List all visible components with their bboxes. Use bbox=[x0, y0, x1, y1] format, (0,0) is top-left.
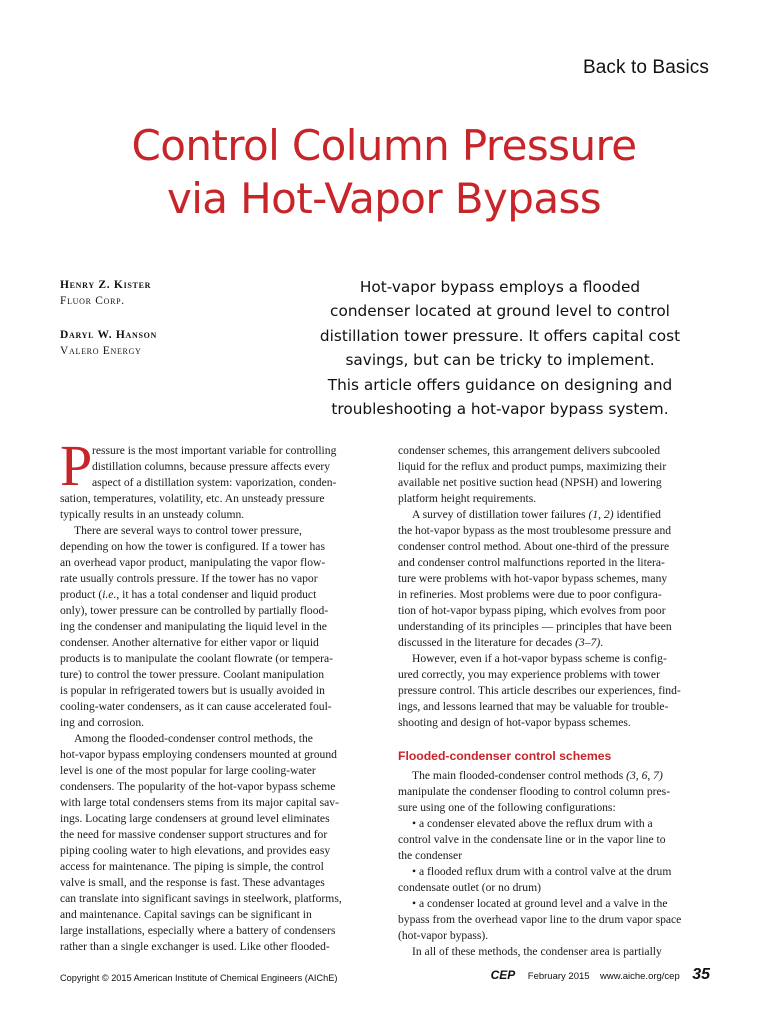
author-affiliation: Fluor Corp. bbox=[60, 295, 125, 307]
text-line: condensers. The popularity of the hot-vapor bypass scheme bbox=[60, 780, 336, 793]
text-line: available net positive suction head (NPSH) and lowering bbox=[398, 476, 662, 489]
text-line: ured correctly, you may experience problems with tower bbox=[398, 668, 660, 681]
text-line: piping cooling water to high elevations, and provides easy bbox=[60, 844, 331, 857]
text-line: products is to manipulate the coolant flowrate (or tempera- bbox=[60, 652, 334, 665]
text-line: rate usually controls pressure. If the tower has no vapor bbox=[60, 572, 318, 585]
text-line: valve is small, and the response is fast. These advantages bbox=[60, 876, 325, 889]
text-line: • a condenser located at ground level and a valve in the bbox=[412, 897, 668, 910]
text-line: rather than a single exchanger is used. Like other flooded- bbox=[60, 940, 330, 953]
deck-line: condenser located at ground level to control bbox=[330, 302, 670, 321]
title-line: via Hot-Vapor Bypass bbox=[166, 174, 602, 223]
text-line: shooting and design of hot-vapor bypass schemes. bbox=[398, 716, 631, 729]
text-line: and maintenance. Capital savings can be significant in bbox=[60, 908, 312, 921]
text-line: manipulate the condenser flooding to control column pres- bbox=[398, 785, 671, 798]
author-block bbox=[60, 277, 260, 377]
journal-website: www.aiche.org/cep bbox=[600, 971, 680, 982]
text-line: • a condenser elevated above the reflux drum with a bbox=[412, 817, 653, 830]
text-line: condenser. Another alternative for either vapor or liquid bbox=[60, 636, 319, 649]
text-line: bypass from the overhead vapor line to the drum vapor space bbox=[398, 913, 682, 926]
copyright-notice: Copyright © 2015 American Institute of Chemical Engineers (AIChE) bbox=[60, 973, 338, 983]
text-line: cooling-water condensers, as it can cause accelerated foul- bbox=[60, 700, 332, 713]
title-line: Control Column Pressure bbox=[131, 121, 637, 170]
text-line: sation, temperatures, volatility, etc. An unsteady pressure bbox=[60, 492, 325, 505]
text-line: level is one of the most popular for large cooling-water bbox=[60, 764, 316, 777]
page-number: 35 bbox=[692, 966, 710, 983]
body-column-right bbox=[398, 443, 708, 960]
text-line: sure using one of the following configurations: bbox=[398, 801, 616, 814]
text-line: depending on how the tower is configured. If a tower has bbox=[60, 540, 325, 553]
text-line: control valve in the condensate line or in the vapor line to bbox=[398, 833, 666, 846]
article-deck bbox=[283, 275, 717, 421]
text-line: condenser schemes, this arrangement delivers subcooled bbox=[398, 444, 661, 457]
section-heading: Flooded-condenser control schemes bbox=[398, 749, 612, 763]
text-line: platform height requirements. bbox=[398, 492, 537, 505]
text-line: ing and corrosion. bbox=[60, 716, 145, 729]
author-affiliation: Valero Energy bbox=[60, 345, 142, 357]
text-line: an overhead vapor product, manipulating the vapor flow- bbox=[60, 556, 326, 569]
text-line: Among the flooded-condenser control methods, the bbox=[74, 732, 313, 745]
text-line: can translate into significant savings in steelwork, platforms, bbox=[60, 892, 342, 905]
text-line: ings. Locating large condensers at ground level eliminates bbox=[60, 812, 330, 825]
section-label: Back to Basics bbox=[582, 57, 709, 78]
deck-line: Hot-vapor bypass employs a flooded bbox=[359, 278, 641, 296]
text-line: liquid for the reflux and product pumps, maximizing their bbox=[398, 460, 667, 473]
text-line: product (i.e., it has a total condenser and liquid product bbox=[60, 588, 317, 601]
author-name: Henry Z. Kister bbox=[60, 279, 152, 291]
text-line: aspect of a distillation system: vaporization, conden- bbox=[92, 476, 337, 489]
text-line: In all of these methods, the condenser area is partially bbox=[412, 945, 662, 958]
deck-line: distillation tower pressure. It offers capital cost bbox=[319, 326, 681, 345]
deck-line: savings, but can be tricky to implement. bbox=[345, 351, 655, 370]
text-line: • a flooded reflux drum with a control valve at the drum bbox=[412, 865, 672, 878]
text-line: with large total condensers stems from its major capital sav- bbox=[60, 796, 339, 809]
text-line: distillation columns, because pressure affects every bbox=[92, 460, 331, 473]
text-line: (hot-vapor bypass). bbox=[398, 929, 489, 942]
text-line: condenser control method. About one-third of the pressure bbox=[398, 540, 670, 553]
deck-line: This article offers guidance on designing and bbox=[327, 375, 673, 394]
author-name: Daryl W. Hanson bbox=[60, 329, 158, 341]
drop-cap: P bbox=[60, 433, 93, 498]
text-line: ings, and lessons learned that may be valuable for trouble- bbox=[398, 700, 669, 713]
text-line: access for maintenance. The piping is simple, the control bbox=[60, 860, 324, 873]
text-line: typically results in an unsteady column. bbox=[60, 508, 245, 521]
text-line: in refineries. Most problems were due to poor configura- bbox=[398, 588, 662, 601]
text-line: the need for massive condenser support structures and for bbox=[60, 828, 328, 841]
text-line: is popular in refrigerated towers but is usually avoided in bbox=[60, 684, 325, 697]
text-line: discussed in the literature for decades (3–7). bbox=[398, 636, 604, 649]
text-line: condensate outlet (or no drum) bbox=[398, 881, 541, 894]
text-line: hot-vapor bypass employing condensers mounted at ground bbox=[60, 748, 337, 761]
text-line: the condenser bbox=[398, 849, 463, 862]
text-line: ture were problems with hot-vapor bypass schemes, many bbox=[398, 572, 668, 585]
journal-name: CEP bbox=[490, 968, 516, 982]
text-line: and condenser control malfunctions reported in the litera- bbox=[398, 556, 665, 569]
text-line: only), tower pressure can be controlled by partially flood- bbox=[60, 604, 329, 617]
author-entry bbox=[60, 277, 260, 309]
text-line: ing the condenser and manipulating the liquid level in the bbox=[60, 620, 327, 633]
deck-line: troubleshooting a hot-vapor bypass system. bbox=[331, 400, 669, 419]
text-line: pressure control. This article describes our experiences, find- bbox=[398, 684, 681, 697]
page-footer bbox=[491, 966, 710, 984]
body-column-left bbox=[60, 433, 370, 955]
text-line: understanding of its principles — principles that have been bbox=[398, 620, 672, 633]
text-line: ressure is the most important variable for controlling bbox=[92, 444, 337, 457]
text-line: ture) to control the tower pressure. Coolant manipulation bbox=[60, 668, 325, 681]
article-title bbox=[0, 119, 768, 225]
text-line: A survey of distillation tower failures (1, 2) identified bbox=[412, 508, 661, 521]
author-entry bbox=[60, 327, 260, 359]
text-line: the hot-vapor bypass as the most troublesome pressure and bbox=[398, 524, 672, 537]
text-line: large installations, especially where a battery of condensers bbox=[60, 924, 336, 937]
text-line: There are several ways to control tower pressure, bbox=[74, 524, 302, 537]
issue-date: February 2015 bbox=[527, 971, 590, 982]
text-line: However, even if a hot-vapor bypass scheme is config- bbox=[412, 652, 667, 665]
text-line: The main flooded-condenser control methods (3, 6, 7) bbox=[412, 769, 663, 782]
text-line: tion of hot-vapor bypass piping, which evolves from poor bbox=[398, 604, 666, 617]
